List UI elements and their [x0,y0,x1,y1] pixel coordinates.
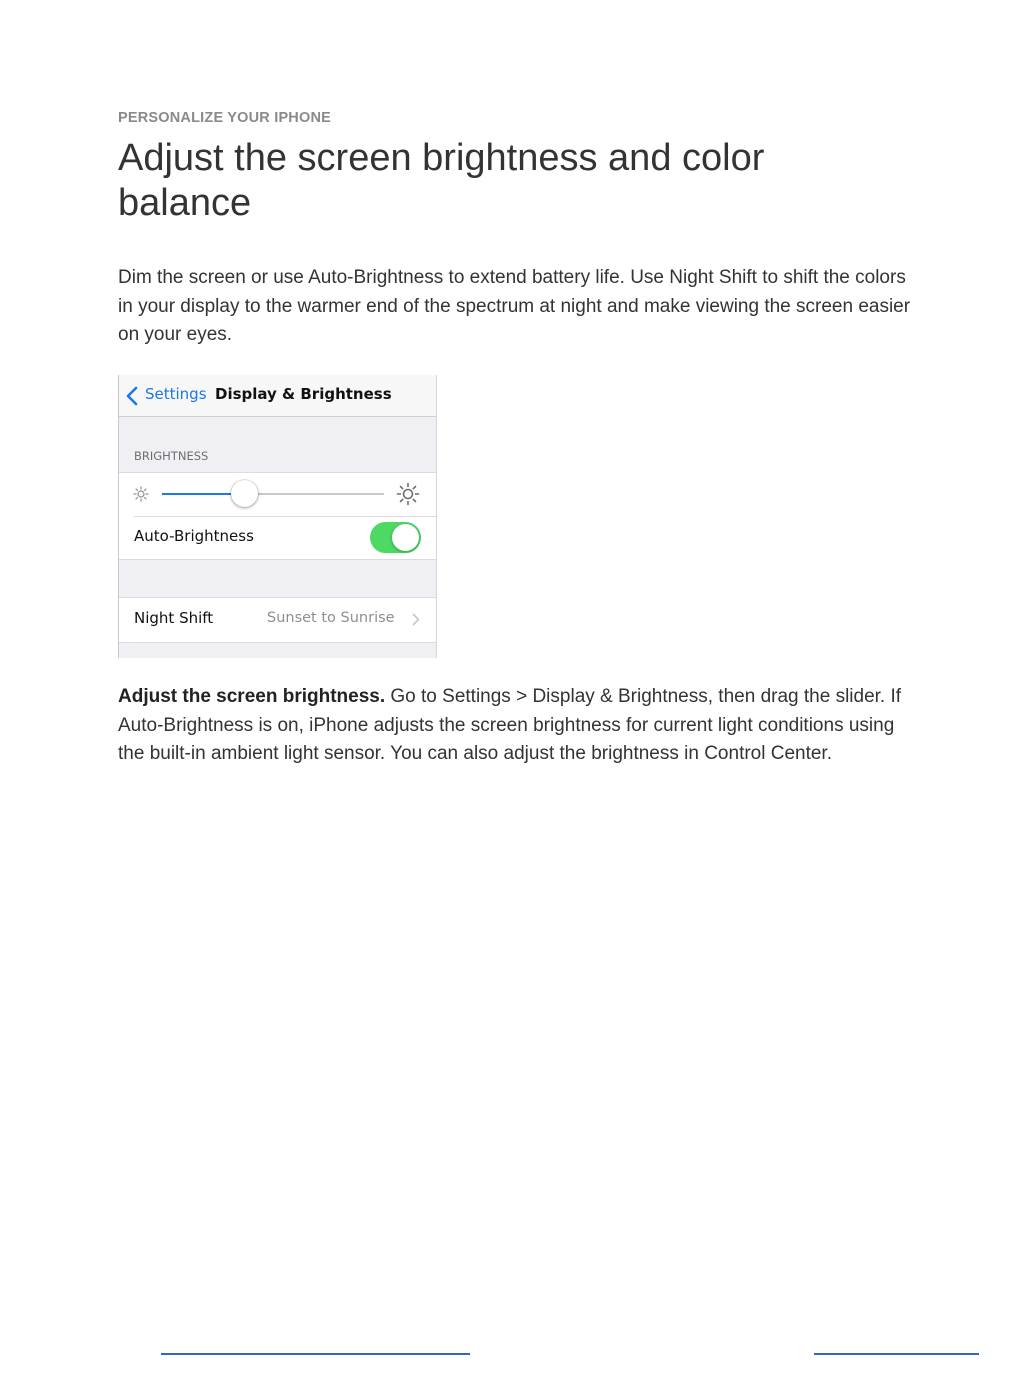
nav-bar [119,375,436,417]
nav-title: Display & Brightness [215,385,392,403]
sun-small-icon [133,486,149,502]
brightness-section-header: BRIGHTNESS [134,449,209,463]
night-shift-row[interactable] [119,597,436,643]
brightness-slider-thumb[interactable] [231,480,258,507]
section-eyebrow: PERSONALIZE YOUR IPHONE [118,110,332,126]
chevron-right-icon [412,613,420,626]
body-paragraph [118,683,918,769]
toggle-knob [392,524,419,551]
settings-screenshot [118,375,437,658]
sun-large-icon [396,482,420,506]
row-divider [134,516,436,517]
footer-link-underline-right[interactable] [814,1353,979,1355]
back-button-label[interactable]: Settings [145,385,207,403]
page-title: Adjust the screen brightness and color balance [118,137,765,224]
brightness-slider-row [119,473,436,516]
night-shift-value: Sunset to Sunrise [267,610,395,626]
body-lead-bold: Adjust the screen brightness. [118,686,386,707]
night-shift-label: Night Shift [134,609,214,627]
intro-paragraph: Dim the screen or use Auto-Brightness to extend battery life. Use Night Shift to shift the colors in your display to the warmer end of the spectrum at night and make viewing the screen easier on your eyes. [118,267,911,345]
auto-brightness-toggle[interactable] [370,522,421,553]
back-chevron-icon[interactable] [126,386,138,406]
body-text: Go to Settings > Display & Brightness, then drag the slider. If Auto-Brightness is on, iPhone adjusts the screen brightness for current light conditions using the built-in ambient light sensor. You can also adjust the brightness in Control Center. [118,686,902,764]
brightness-group [119,472,436,560]
auto-brightness-label: Auto-Brightness [134,527,254,545]
footer-link-underline-left[interactable] [161,1353,470,1355]
